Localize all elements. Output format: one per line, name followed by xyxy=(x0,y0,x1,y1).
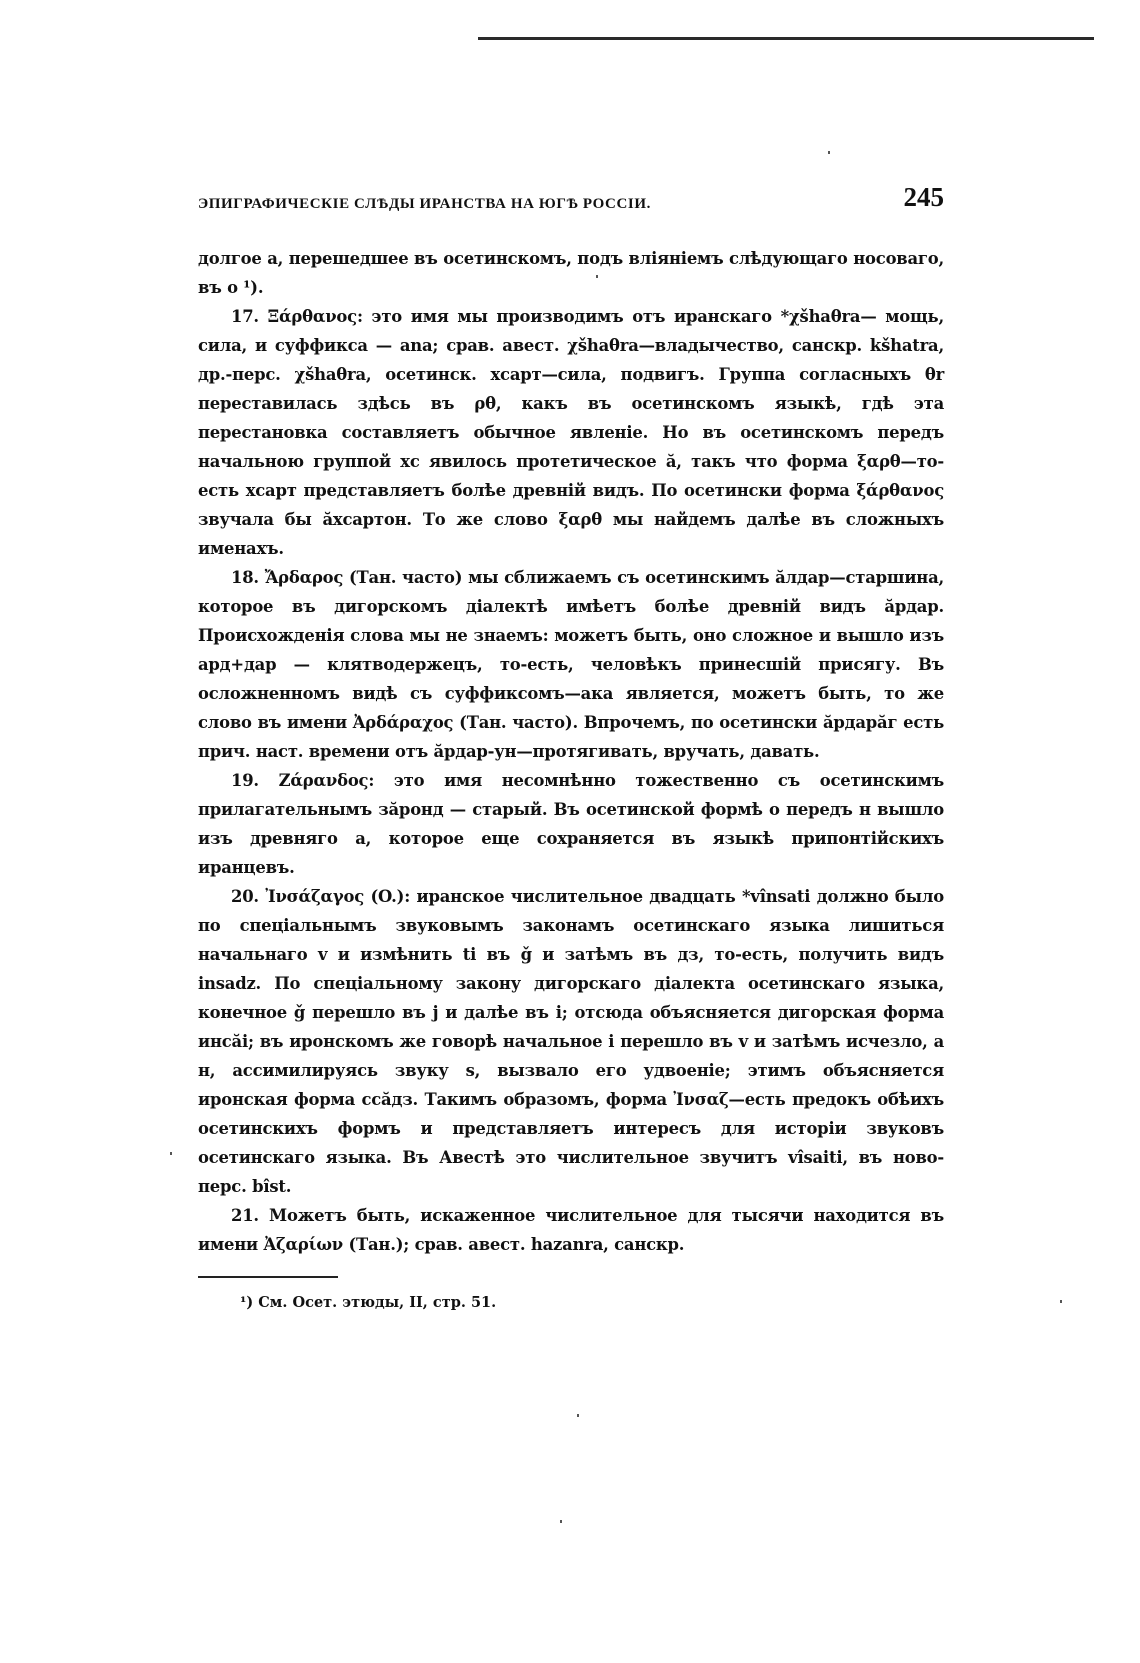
scan-speck xyxy=(560,1520,562,1523)
paragraph-20: 20. Ἰνσάζαγος (O.): иранское числительное двадцать *vînsati должно было по спеціальнымъ звуковымъ законамъ осетинскаго языка лишиться начальнаго v и измѣнить ti въ ǧ и затѣмъ въ дз, то-есть, получить видъ insadz. По спеціальному закону дигорскаго діалекта осетинскаго языка, конечное ǧ перешло въ j и далѣе въ i; отсюда объясняется дигорская форма инсăi; въ иронскомъ же говорѣ начальное i перешло въ v и затѣмъ исчезло, а н, ассимилируясь звуку s, вызвало его удвоеніе; этимъ объясняется иронская форма ссăдз. Такимъ образомъ, форма Ἰνσαζ—есть предокъ обѣихъ осетинскихъ формъ и представляетъ интересъ для исторіи звуковъ осетинскаго языка. Въ Авестѣ это числительное звучитъ vîsaiti, въ ново-перс. bîst. xyxy=(198,887,944,1196)
paragraph-19: 19. Ζάρανδος: это имя несомнѣнно тожественно съ осетинскимъ прилагательнымъ зăронд — старый. Въ осетинской формѣ o передъ н вышло изъ древняго a, которое еще сохраняется въ языкѣ припонтійскихъ иранцевъ. xyxy=(198,771,944,877)
top-rule xyxy=(478,37,1094,40)
scan-speck xyxy=(577,1414,579,1417)
running-head xyxy=(198,182,944,222)
page-number: 245 xyxy=(903,182,944,212)
scan-speck xyxy=(170,1152,172,1155)
running-title: ЭПИГРАФИЧЕСКІЕ СЛѢДЫ ИРАНСТВА НА ЮГѢ РОССІИ. xyxy=(198,196,651,212)
footnote-rule xyxy=(198,1276,338,1278)
scan-speck xyxy=(1060,1300,1062,1303)
body-text xyxy=(198,244,944,1259)
footnote: ¹) См. Осет. этюды, II, стр. 51. xyxy=(240,1294,497,1311)
paragraph-17: 17. Ξάρθανος: это имя мы производимъ отъ иранскаго *χšhaθra— мощь, сила, и суффикса — ana; срав. авест. χšhaθra—владычество, санскр. kšhatra, др.-перс. χšhaθra, осетинск. хсарт—сила, подвигъ. Группа согласныхъ θr переставилась здѣсь въ ρθ, какъ въ осетинскомъ языкѣ, гдѣ эта перестановка составляетъ обычное явленіе. Но въ осетинскомъ передъ начальною группой хс явилось протетическое ă, такъ что форма ξαρθ—то-есть хсарт представляетъ болѣе древній видъ. По осетински форма ξάρθανος звучала бы ăхсартон. То же слово ξαρθ мы найдемъ далѣе въ сложныхъ именахъ. xyxy=(198,307,944,558)
scan-speck xyxy=(828,151,830,154)
paragraph-continuation: долгое a, перешедшее въ осетинскомъ, подъ вліяніемъ слѣдующаго носоваго, въ o ¹). xyxy=(198,249,944,297)
paragraph-21: 21. Можетъ быть, искаженное числительное для тысячи находится въ имени Ἀζαρίων (Тан.); срав. авест. hazanra, санскр. xyxy=(198,1206,944,1254)
scan-speck xyxy=(596,275,598,278)
paragraph-18: 18. Ἄρδαρος (Тан. часто) мы сближаемъ съ осетинскимъ ăлдар—старшина, которое въ дигорскомъ діалектѣ имѣетъ болѣе древній видъ ăрдар. Происхожденія слова мы не знаемъ: можетъ быть, оно сложное и вышло изъ ард+дар — клятводержецъ, то-есть, человѣкъ принесшій присягу. Въ осложненномъ видѣ съ суффиксомъ—ака является, можетъ быть, то же слово въ имени Ἀρδάραχος (Тан. часто). Впрочемъ, по осетински ăрдарăг есть прич. наст. времени отъ ăрдар-ун—протягивать, вручать, давать. xyxy=(198,568,944,761)
